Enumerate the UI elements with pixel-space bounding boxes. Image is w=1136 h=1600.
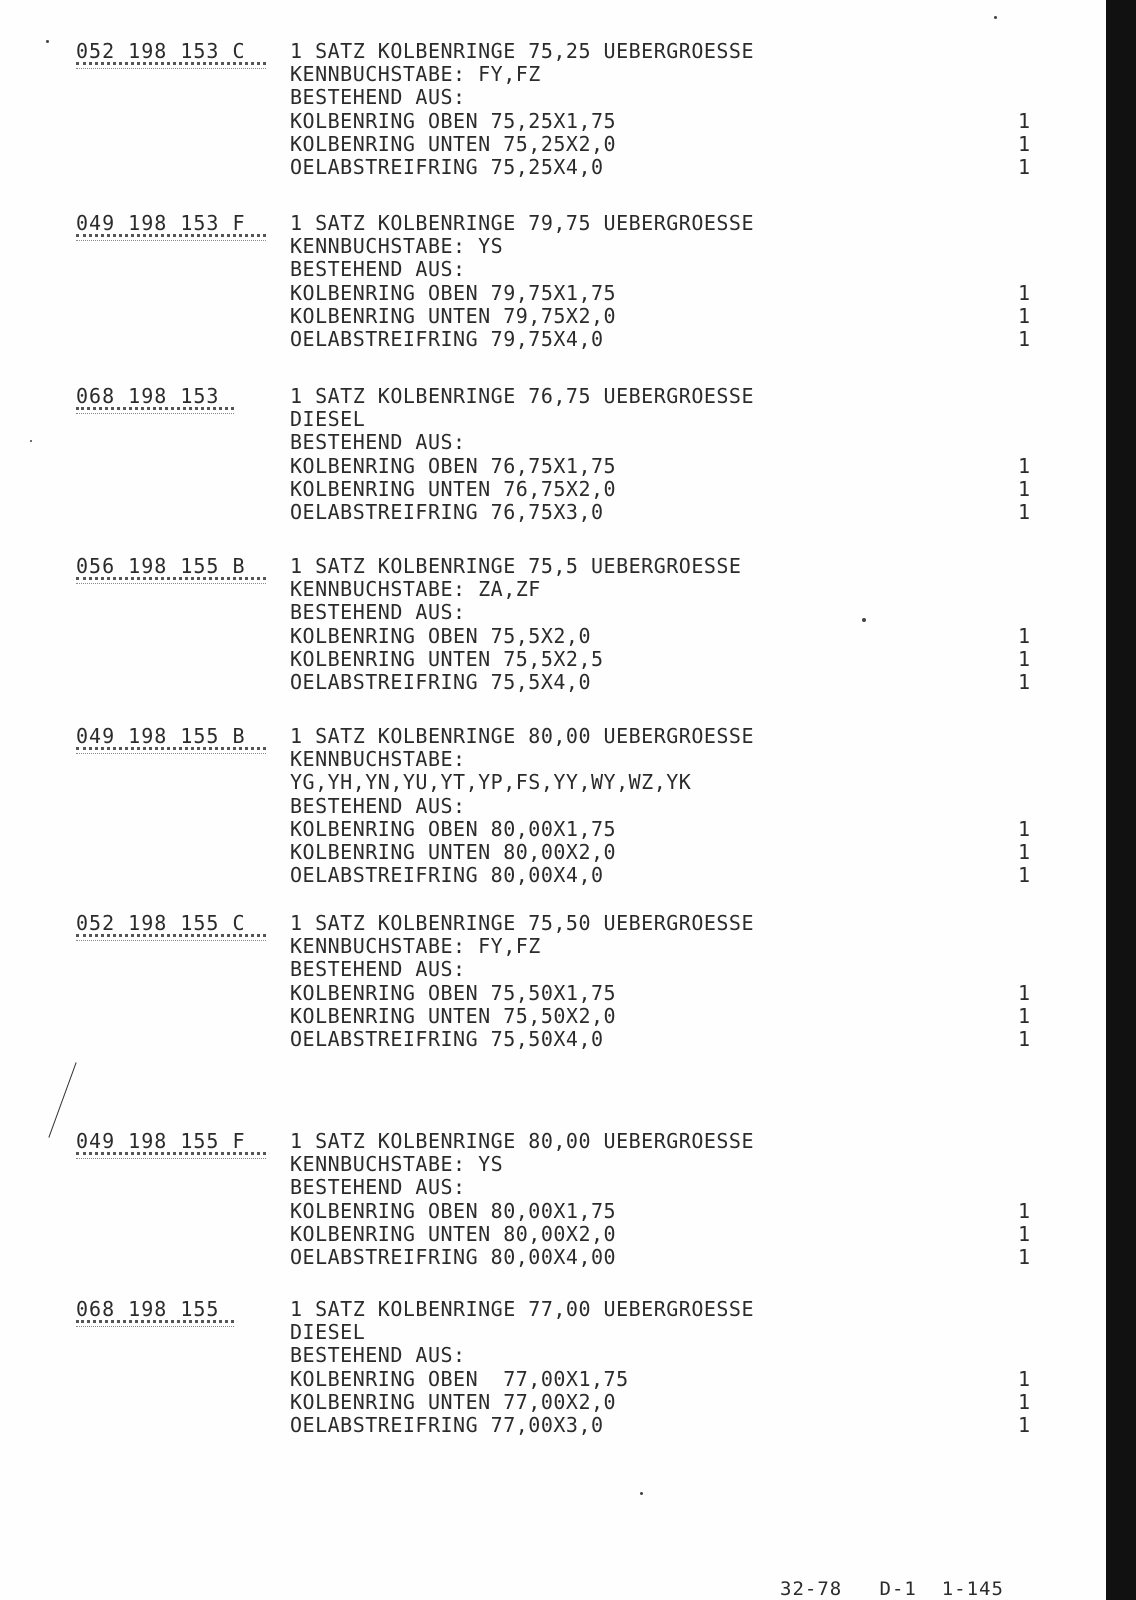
quantity: 1	[1018, 500, 1031, 524]
description-line: BESTEHEND AUS:	[290, 600, 466, 625]
quantity: 1	[1018, 155, 1031, 179]
description-line: OELABSTREIFRING 75,25X4,0	[290, 154, 604, 179]
scan-speck	[640, 1492, 643, 1495]
description-line: KOLBENRING UNTEN 79,75X2,0	[290, 303, 617, 328]
quantity: 1	[1018, 623, 1031, 648]
description-line: KOLBENRING OBEN 75,25X1,75	[290, 108, 617, 133]
quantity: 1	[1018, 816, 1031, 841]
description-line: KOLBENRING OBEN 80,00X1,75	[290, 1198, 617, 1223]
quantity: 1	[1018, 840, 1031, 864]
description-line: KOLBENRING OBEN 75,5X2,0	[290, 623, 591, 648]
description-line: KOLBENRING OBEN 77,00X1,75	[290, 1366, 629, 1391]
description-line: KOLBENRING UNTEN 80,00X2,0	[290, 839, 617, 864]
description-line: OELABSTREIFRING 80,00X4,0	[290, 863, 604, 888]
part-description	[290, 40, 990, 179]
description-line: 1 SATZ KOLBENRINGE 75,50 UEBERGROESSE	[290, 911, 755, 935]
quantity: 1	[1018, 646, 1031, 671]
part-number: 049 198 155 F	[76, 1129, 246, 1153]
quantity: 1	[1018, 1198, 1031, 1223]
quantity: 1	[1018, 1027, 1031, 1051]
quantity: 1	[1018, 1366, 1031, 1391]
quantity: 1	[1018, 1245, 1031, 1269]
part-description	[290, 385, 990, 524]
pen-stroke	[48, 1062, 76, 1138]
description-line: KENNBUCHSTABE: FY,FZ	[290, 62, 541, 87]
quantity: 1	[1018, 131, 1031, 156]
description-line: 1 SATZ KOLBENRINGE 79,75 UEBERGROESSE	[290, 211, 755, 235]
description-line: KOLBENRING UNTEN 75,50X2,0	[290, 1003, 617, 1028]
page-footer: 32-78 D-1 1-145	[780, 1578, 1004, 1600]
description-line: KOLBENRING UNTEN 77,00X2,0	[290, 1389, 617, 1414]
scan-speck	[46, 40, 49, 43]
quantity: 1	[1018, 1003, 1031, 1028]
description-line: KOLBENRING UNTEN 75,5X2,5	[290, 646, 604, 671]
part-number-underline	[76, 577, 266, 584]
description-line: KOLBENRING UNTEN 76,75X2,0	[290, 476, 617, 501]
description-line: KOLBENRING UNTEN 75,25X2,0	[290, 131, 617, 156]
description-line: BESTEHEND AUS:	[290, 1175, 466, 1200]
part-number-underline	[76, 1320, 234, 1327]
description-line: OELABSTREIFRING 80,00X4,00	[290, 1244, 617, 1269]
description-line: BESTEHEND AUS:	[290, 257, 466, 282]
quantity: 1	[1018, 670, 1031, 694]
description-line: BESTEHEND AUS:	[290, 85, 466, 110]
part-number: 049 198 155 B	[76, 724, 246, 748]
part-number: 049 198 153 F	[76, 211, 246, 235]
part-number: 068 198 153	[76, 384, 220, 408]
part-description	[290, 725, 990, 887]
description-line: KENNBUCHSTABE: YS	[290, 1152, 504, 1177]
description-line: KENNBUCHSTABE:	[290, 747, 466, 772]
scan-speck	[862, 618, 866, 622]
part-number-underline	[76, 934, 266, 941]
description-line: KOLBENRING UNTEN 80,00X2,0	[290, 1221, 617, 1246]
quantity: 1	[1018, 303, 1031, 328]
part-description	[290, 1130, 990, 1269]
description-line: BESTEHEND AUS:	[290, 957, 466, 982]
description-line: BESTEHEND AUS:	[290, 430, 466, 455]
scan-speck	[30, 440, 32, 442]
part-number: 056 198 155 B	[76, 554, 246, 578]
quantity: 1	[1018, 453, 1031, 478]
part-number-underline	[76, 407, 234, 414]
quantity: 1	[1018, 327, 1031, 351]
description-line: KOLBENRING OBEN 80,00X1,75	[290, 816, 617, 841]
quantity: 1	[1018, 980, 1031, 1005]
description-line: 1 SATZ KOLBENRINGE 77,00 UEBERGROESSE	[290, 1297, 755, 1321]
description-line: 1 SATZ KOLBENRINGE 80,00 UEBERGROESSE	[290, 724, 755, 748]
description-line: BESTEHEND AUS:	[290, 1343, 466, 1368]
quantity: 1	[1018, 108, 1031, 133]
quantity: 1	[1018, 280, 1031, 305]
description-line: BESTEHEND AUS:	[290, 793, 466, 818]
quantity: 1	[1018, 476, 1031, 501]
part-description	[290, 1298, 990, 1437]
description-line: OELABSTREIFRING 77,00X3,0	[290, 1412, 604, 1437]
description-line: KOLBENRING OBEN 75,50X1,75	[290, 980, 617, 1005]
scan-speck	[994, 16, 997, 19]
quantity: 1	[1018, 1221, 1031, 1246]
description-line: OELABSTREIFRING 75,50X4,0	[290, 1026, 604, 1051]
description-line: 1 SATZ KOLBENRINGE 75,25 UEBERGROESSE	[290, 39, 755, 63]
description-line: KENNBUCHSTABE: YS	[290, 234, 504, 259]
description-line: OELABSTREIFRING 75,5X4,0	[290, 669, 591, 694]
quantity: 1	[1018, 1389, 1031, 1414]
description-line: 1 SATZ KOLBENRINGE 76,75 UEBERGROESSE	[290, 384, 755, 408]
description-line: KENNBUCHSTABE: FY,FZ	[290, 934, 541, 959]
description-line: 1 SATZ KOLBENRINGE 80,00 UEBERGROESSE	[290, 1129, 755, 1153]
description-line: DIESEL	[290, 1320, 366, 1345]
scan-edge-bar	[1106, 0, 1136, 1600]
part-number: 068 198 155	[76, 1297, 220, 1321]
description-line: DIESEL	[290, 407, 366, 432]
description-line: YG,YH,YN,YU,YT,YP,FS,YY,WY,WZ,YK	[290, 770, 692, 795]
description-line: OELABSTREIFRING 79,75X4,0	[290, 326, 604, 351]
part-number-underline	[76, 234, 266, 241]
description-line: 1 SATZ KOLBENRINGE 75,5 UEBERGROESSE	[290, 554, 742, 578]
part-description	[290, 212, 990, 351]
quantity: 1	[1018, 1413, 1031, 1437]
part-number-underline	[76, 1152, 266, 1159]
description-line: KOLBENRING OBEN 76,75X1,75	[290, 453, 617, 478]
description-line: KENNBUCHSTABE: ZA,ZF	[290, 577, 541, 602]
part-number: 052 198 155 C	[76, 911, 246, 935]
part-number-underline	[76, 62, 266, 69]
description-line: OELABSTREIFRING 76,75X3,0	[290, 499, 604, 524]
part-description	[290, 912, 990, 1051]
part-number-underline	[76, 747, 266, 754]
quantity: 1	[1018, 863, 1031, 888]
part-number: 052 198 153 C	[76, 39, 246, 63]
description-line: KOLBENRING OBEN 79,75X1,75	[290, 280, 617, 305]
part-description	[290, 555, 990, 694]
